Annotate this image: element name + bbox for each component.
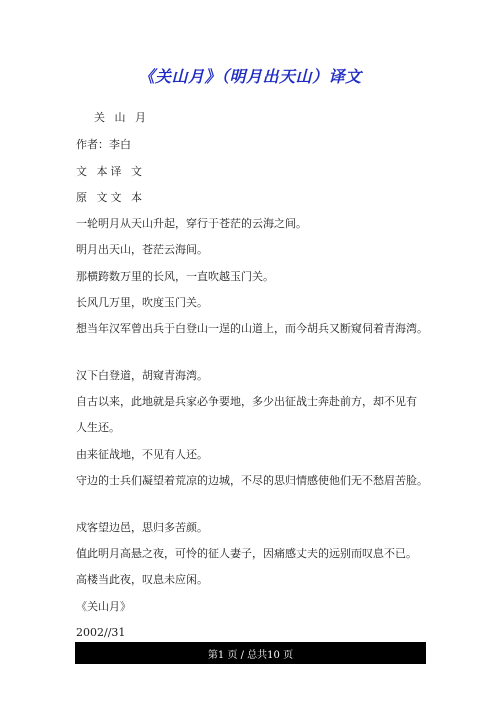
date-line: 2002//31 bbox=[76, 626, 126, 639]
translation-line-continued: 人生还。 bbox=[76, 421, 120, 434]
poem-reference: 《关山月》 bbox=[76, 600, 131, 613]
translation-line: 想当年汉军曾出兵于白登山一逞的山道上，而今胡兵又断窥伺着青海湾。 bbox=[76, 322, 428, 335]
translation-line: 自古以来，此地就是兵家必争要地，多少出征战士奔赴前方，却不见有 bbox=[76, 395, 417, 408]
page-indicator: 第1 页 / 总共10 页 bbox=[207, 649, 294, 661]
translation-line: 那横跨数万里的长风，一直吹越玉门关。 bbox=[76, 270, 274, 283]
section-label-translation: 文 本译 文 bbox=[76, 165, 145, 178]
section-label-original: 原 文文 本 bbox=[76, 191, 145, 204]
original-line: 高楼当此夜，叹息未应闲。 bbox=[76, 573, 208, 586]
original-line: 戍客望边邑，思归多苦颜。 bbox=[76, 521, 208, 534]
translation-line: 值此明月高悬之夜，可怜的征人妻子，因痛感丈夫的远别而叹息不已。 bbox=[76, 547, 417, 560]
original-line: 由来征战地，不见有人还。 bbox=[76, 448, 208, 461]
author-line: 作者：李白 bbox=[76, 138, 131, 151]
page-footer bbox=[75, 642, 426, 664]
original-line: 明月出天山，苍茫云海间。 bbox=[76, 243, 208, 256]
translation-line: 守边的士兵们凝望着荒凉的边城，不尽的思归情感使他们无不愁眉苦脸。 bbox=[76, 474, 428, 487]
original-line: 长风几万里，吹度玉门关。 bbox=[76, 296, 208, 309]
translation-line: 一轮明月从天山升起，穿行于苍茫的云海之间。 bbox=[76, 217, 307, 230]
poem-title: 关 山 月 bbox=[94, 111, 149, 124]
original-line: 汉下白登道，胡窥青海湾。 bbox=[76, 369, 208, 382]
document-title: 《关山月》（明月出天山）译文 bbox=[138, 67, 362, 86]
